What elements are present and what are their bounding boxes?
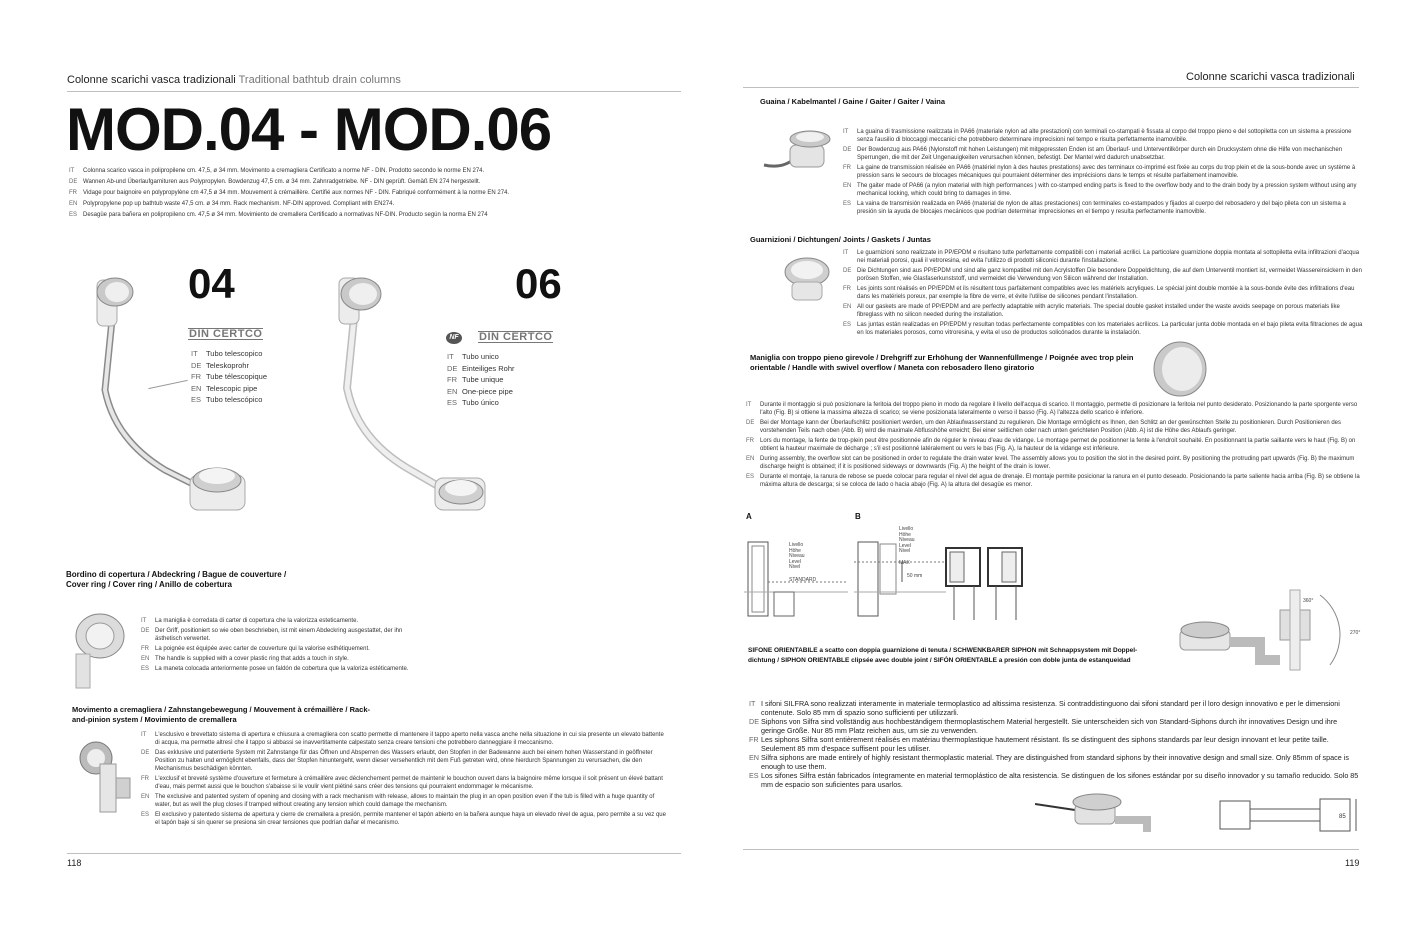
handle-line: IT Durante il montaggio si può posizionare la feritoia del troppo pieno in modo da regolare il livello dell'acqua di scarico. Il montaggio, permette di posizionare la feritoia nel punto desiderato. Posizionando la parte sporgente verso l'alto (Fig. B) si ottiene la massima altezza di scarico; se viene posizionata lateralmente o verso il basso (Fig. A) l'altezza dello scarico è inferiore. <box>746 402 1358 416</box>
rack-line: EN The exclusive and patented system of opening and closing with a rack mechanism with release, allows to maintain the plug in an open position even if the tub is filled with a huge quantity of water, but as well the plug closes if tramped without creating any tension which could damage the mechanism. <box>141 794 655 808</box>
rack-line: DE Das exklusive und patentierte System mit Zahnstange für das Öffnen und Absperren des Wassers erlaubt, den Stopfen in der Badewanne auch bei einem hohen Wasserstand in geöffneter Position zu halten und ermöglicht ebenfalls, dass der Stopfen hinuntergeht, wenn dieser versehentlich mit dem Fuß getreten wird, ohne hierdurch Spannungen zu verursachen, die den Mechanismus beschädigen könnten. <box>141 750 653 772</box>
intro-line: DE Wannen Ab-und Überlaufgarnituren aus Polypropylen. Bowdenzug 47,5 cm. ø 34 mm. Zahnradgetriebe. NF - DIN geprüft. Gemäß EN 274 hergestellt. <box>69 179 481 185</box>
siphon-dimension-drawing <box>1218 795 1358 835</box>
siphon-rotation-image <box>1170 580 1365 680</box>
left-footer-rule <box>67 853 681 854</box>
mod06-feature: EN One-piece pipe <box>447 386 513 396</box>
mod04-feature: FR Tube télescopique <box>191 372 268 382</box>
mod06-feature: DE Einteiliges Rohr <box>447 363 515 373</box>
cover-ring-line: FR La poignée est équipée avec carter de couverture qui la valorise esthétiquement. <box>141 646 370 652</box>
rack-title: Movimento a cremagliera / Zahnstangebewegung / Mouvement à crémaillère / Rack- and-pinion system / Movimiento de cremallera <box>72 705 371 724</box>
gaskets-image <box>782 254 832 304</box>
figure-b-level-label: Livello Höhe Niveau Level Nivel <box>899 526 915 554</box>
gaskets-title: Guarnizioni / Dichtungen/ Joints / Gaskets / Juntas <box>750 235 931 244</box>
sheath-text <box>843 128 1363 218</box>
left-header-subtitle: Traditional bathtub drain columns <box>238 74 401 86</box>
angle-360-label: 360° <box>1303 598 1314 604</box>
right-header-rule <box>743 87 1359 88</box>
mod06-din-certco-logo: DIN CERTCO <box>479 331 553 343</box>
mod04-number: 04 <box>188 260 235 307</box>
rack-line: ES El exclusivo y patentedo sistema de apertura y cierre de cremallera a presión, permite mantener el tapón abierto en la bañera aunque haya un elevado nivel de agua, pero permite a su vez que el tapón baje si sin querer se presiona sin crear tensiones que podrían dañar el mecanismo. <box>141 812 666 826</box>
cover-ring-line: EN The handle is supplied with a cover plastic ring that adds a touch in style. <box>141 656 349 662</box>
cover-ring-line: IT La maniglia è corredata di carter di copertura che la valorizza esteticamente. <box>141 618 359 624</box>
left-page-number: 118 <box>67 858 82 868</box>
rack-line: FR L'exclusif et breveté système d'ouverture et fermeture à crémaillère avec déclenchement permet de maintenir le bouchon ouvert dans la baignoire même lorsque il soit présent un élevé battant d'eau, mais permet aussi que le bouchon s'abaisse si le voulir vient piétiné sans créer des tensions qui pourraient endommager le mécanisme. <box>141 776 663 790</box>
siphon-line: DE Siphons von Silfra sind vollständig aus hochbeständigem thermoplastischem Material hergestellt. Sie unterscheiden sich von Standard-Siphons durch ihr innovatives Design und ihre geringe Größe. Nur 85 mm Platz reichen aus, um sie zu verwenden. <box>749 717 1338 735</box>
detail-diagrams <box>944 540 1024 620</box>
gaskets-line: IT Le guarnizioni sono realizzate in PP/EPDM e risultano tutte perfettamente compatibili con i materiali acrilici. La particolare guarnizione doppia montata al sottopiletta evita infiltrazioni d'acqua nei materiali porosi, quali il vetroresina, ed evita l'utilizzo di prodotti siliconici durante l'installazione. <box>843 250 1360 264</box>
figure-a-level-label: Livello Höhe Niveau Level Nivel <box>789 542 805 570</box>
left-header-rule <box>67 91 681 92</box>
mod06-features <box>447 351 515 409</box>
mod06-feature: IT Tubo unico <box>447 352 499 361</box>
siphon-product-image <box>1035 790 1155 840</box>
siphon-line: FR Les siphons Silfra sont entièrement réalisés en matériau thermoplastique hautement résistant. Ils se distinguent des siphons standards par leur design innovant et leur petite taille. Seulement 85 mm d'espace suffisent pour les utiliser. <box>749 735 1329 753</box>
rack-line: IT L'esclusivo e brevettato sistema di apertura e chiusura a cremagliera con scatto permette di mantenere il tappo aperto nella vasca anche nella situazione in cui sia presente un elevato battente di acqua, ma permette altresì che il tappo si abbassi se inavvertitamente calpestato senza creare tensioni che potrebbero danneggiare il meccanismo. <box>141 732 664 746</box>
cover-ring-text <box>141 617 431 675</box>
rack-text <box>141 731 666 829</box>
intro-line: EN Polypropylene pop up bathtub waste 47,5 cm. ø 34 mm. Rack mechanism. NF-DIN approved. Compliant with EN274. <box>69 201 395 207</box>
handle-image <box>1152 340 1208 398</box>
sheath-line: DE Der Bowdenzug aus PA66 (Nylonstoff mit hohen Leistungen) mit mitgepressten Enden ist am Überlauf- und Unterventilkörper durch ein Drucksystem ohne die Hilfe von mechanischen Sperrungen, die mit der Zeit Ungenauigkeiten verursachen können, befestigt. Der Mantel wird dadurch unabsetzbar. <box>843 147 1343 161</box>
handle-text <box>746 401 1361 491</box>
left-header <box>67 74 401 86</box>
gaskets-line: ES Las juntas están realizadas en PP/EPDM y resultan todas perfectamente compatibles con los materiales acrílicos. La particular junta doble montada en el bajo pileta evita filtraciones de agua en los materiales porosos, como vitroresina, y evita el uso de productos solicónados durante la instalación. <box>843 322 1363 336</box>
angle-270-label: 270° <box>1350 630 1361 636</box>
cover-ring-title: Bordino di copertura / Abdeckring / Bague de couverture / Cover ring / Cover ring / Anillo de cobertura <box>66 570 287 589</box>
sheath-line: FR La gaine de transmission réalisée en PA66 (matériel nylon à des hautes prestations) avec des terminaux co-imprimé est fixée au corps du trop plein et de la sous-bonde avec un système à pression sans le secours de blocages mécaniques qui pourraient déterminer des imprécisions dans le temps et résulte parfaitement inamovible. <box>843 165 1356 179</box>
mod04-feature: ES Tubo telescópico <box>191 395 263 405</box>
gaskets-line: DE Die Dichtungen sind aus PP/EPDM und sind alle ganz kompatibel mit den Acrylstoffen Die besondere Doppeldichtung, die auf dem Unterventil montiert ist, vermeidet Wassereinsickern in den porösen Stoffen, wie Glasfaserkunststoff, und vermeidet die Verwendung von Silicon während der Installation. <box>843 268 1362 282</box>
right-footer-rule <box>743 849 1359 850</box>
intro-text <box>69 166 629 221</box>
figure-a-diagram <box>744 522 848 622</box>
right-page-number: 119 <box>1345 858 1360 868</box>
page-title: MOD.04 - MOD.06 <box>66 96 552 163</box>
mod04-features <box>191 348 267 406</box>
cover-ring-line: DE Der Griff, positioniert so wie oben beschrieben, ist mit einem Abdeckring ausgestattet, der ihn ästhetisch verwertet. <box>141 628 403 642</box>
handle-line: EN During assembly, the overflow slot can be positioned in order to regulate the drain water level. The assembly allows you to position the slot in the desired point. By positioning the protruding part upwards (Fig. B) the maximum discharge height is obtained; if it is positioned sideways or downwards (Fig. A) the height of the drain is lower. <box>746 456 1355 470</box>
siphon-dimension-label: 85 <box>1339 814 1346 820</box>
gaskets-line: FR Les joints sont réalisés en PP/EPDM et ils résultent tous parfaitement compatibles avec les matériels acryliques. Le spécial joint double montée à la sous-bonde évite des infiltrations d'eau dans les matériels poreux, par exemple la fibre de verre, et évite l'utilise de silicones pendant l'installation. <box>843 286 1355 300</box>
cover-ring-line: ES La maneta colocada anteriormente posee un faldón de cobertura que la valoriza estéticamente. <box>141 666 409 672</box>
intro-line: IT Colonna scarico vasca in polipropilene cm. 47,5, ø 34 mm. Movimento a cremagliera Certificato a norme NF - DIN. Prodotto secondo le norme EN 274. <box>69 168 485 174</box>
figure-a-label: A <box>746 512 752 521</box>
gaskets-text <box>843 249 1363 339</box>
figure-b-50mm-label: 50 mm <box>907 573 923 579</box>
cover-ring-image <box>70 610 130 690</box>
sheath-line: EN The gaiter made of PA66 (a nylon material with high performances ) with co-stamped ending parts is fixed to the overflow body and to the drain body by a pression system without using any mechanical locking, which could bring to damages in time. <box>843 183 1357 197</box>
siphon-title: SIFONE ORIENTABILE a scatto con doppia guarnizione di tenuta / SCHWENKBARER SIPHON mit Schnappsystem mit Doppel- dichtung / SIPHON ORIENTABLE clipsée avec double joint / SIFÓN ORIENTABLE a presión con doble junta de estanqueidad <box>748 647 1138 664</box>
gaskets-line: EN All our gaskets are made of PP/EPDM and are perfectly adaptable with acrylic materials. The special double gasket installed under the waste avoids seepage on porous materials like fibreglass with no silicon needed during the installation. <box>843 304 1340 318</box>
figure-a-standard-label: STANDARD <box>789 577 817 583</box>
sheath-line: ES La vaina de transmisión realizada en PA66 (material de nylon de altas prestaciones) con terminales co-estampados y fijados al cuerpo del rebosadero y del bajo pileta con un sistema a presión sin la ayuda de blocajes mecánicos que podrían determinar imprecisiones en el tiempo y resulta perfectamente inamovible. <box>843 201 1346 215</box>
figure-b-label: B <box>855 512 861 521</box>
siphon-line: EN Silfra siphons are made entirely of highly resistant thermoplastic material. They are distinguished from standard siphons by their innovative design and small size. Only 85mm of space is enough to use them. <box>749 753 1349 771</box>
intro-line: FR Vidage pour baignoire en polypropylène cm 47,5 ø 34 mm. Mouvement à crémaillère. Certifié aux normes NF - DIN. Fabriqué conformément à la norme EN 274. <box>69 190 510 196</box>
handle-line: DE Bei der Montage kann der Überlaufschlitz positioniert werden, um den Ablaufwasserstand zu regulieren. Die Montage ermöglicht es Ihnen, den Schlitz an der gewünschten Stelle zu positionieren. Durch Positionieren des vorstehenden Teils nach oben (Abb. B) wird die maximale Abflusshöhe erreicht; Bei einer seitlichen oder nach unten gerichteten Position (Abb. A) ist die Höhe des Ablaufs geringer. <box>746 420 1341 434</box>
rack-image <box>76 738 138 818</box>
mod04-feature: EN Telescopic pipe <box>191 383 258 393</box>
mod06-number: 06 <box>515 260 562 307</box>
mod04-din-certco-logo: DIN CERTCO <box>189 328 263 340</box>
mod06-feature: ES Tubo único <box>447 398 499 408</box>
mod04-feature: IT Tubo telescopico <box>191 349 263 358</box>
sheath-title: Guaina / Kabelmantel / Gaine / Gaiter / Gaiter / Vaina <box>760 97 946 106</box>
handle-line: FR Lors du montage, la fente de trop-plein peut être positionnée afin de réguler le niveau d'eau de vidange. Le montage permet de positionner la fente à l'endroit souhaité. En positionnant la partie saillante vers le haut (Fig. B) on obtient la hauteur maximale de décharge ; s'il est positionné latéralement ou vers le bas (Fig. A), la hauteur de la vidange est inférieure. <box>746 438 1356 452</box>
siphon-line: IT I sifoni SILFRA sono realizzati interamente in materiale termoplastico ad altissima resistenza. Si contraddistinguono dai sifoni standard per il loro design innovativo e per le dimensioni contenute. Solo 85 mm di spazio sono sufficienti per utilizzarli. <box>749 699 1340 717</box>
sheath-line: IT La guaina di trasmissione realizzata in PA66 (materiale nylon ad alte prestazioni) con terminali co-stampati è fissata al corpo del troppo pieno e del sottopiletta con un sistema a pressione senza l'ausilio di bloccaggi meccanici che potrebbero determinare imprecisioni nel tempo e risulta perfettamente inamovibile. <box>843 129 1352 143</box>
mod04-feature: DE Teleskoprohr <box>191 360 249 370</box>
nf-logo: NF <box>446 332 462 344</box>
left-header-title: Colonne scarichi vasca tradizionali <box>67 74 236 86</box>
handle-title: Maniglia con troppo pieno girevole / Drehgriff zur Erhöhung der Wannenfüllmenge / Poignée avec trop plein orientable / Handle with swivel overflow / Maneta con rebosadero lleno giratorio <box>750 353 1134 372</box>
intro-line: ES Desagüe para bañera en polipropileno cm. 47,5 ø 34 mm. Movimiento de cremallera Certificado a normativas NF-DIN. Producto según la norma EN 274 <box>69 212 488 218</box>
handle-line: ES Durante el montaje, la ranura de rebose se puede colocar para regular el nivel del agua de drenaje. El montaje permite posicionar la ranura en el punto deseado. Posicionando la parte saliente hacia arriba (Fig. B) se obtiene la máxima altura de descarga; si se coloca de lado o hacia abajo (Fig. A) la altura del desagüe es menor. <box>746 474 1360 488</box>
sheath-image <box>762 125 837 175</box>
mod06-feature: FR Tube unique <box>447 375 504 385</box>
right-header-title: Colonne scarichi vasca tradizionali <box>1186 71 1355 83</box>
siphon-line: ES Los sifones Silfra están fabricados íntegramente en material termoplástico de alta resistencia. Se distinguen de los sifones estándar por su diseño innovador y su tamaño reducido. Solo 85 mm de espacio son suficientes para usarlos. <box>749 771 1359 789</box>
siphon-text <box>749 699 1363 789</box>
figure-b-max-label: MAX <box>899 560 910 566</box>
